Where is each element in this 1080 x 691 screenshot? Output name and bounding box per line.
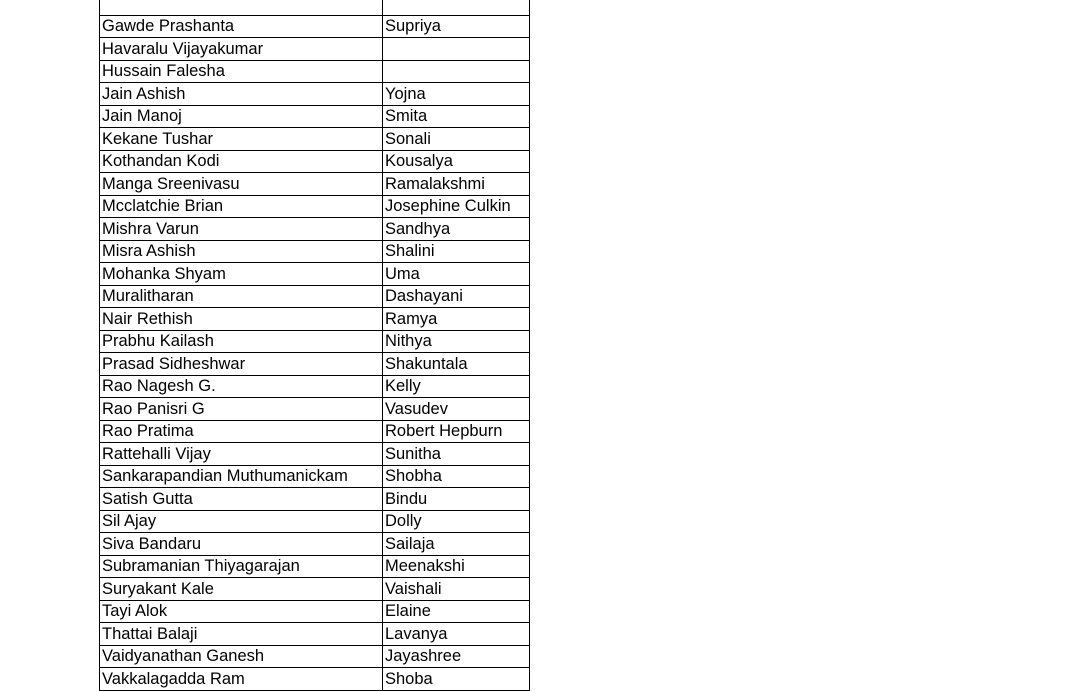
table-row	[100, 38, 530, 61]
spouse-cell: Josephine Culkin	[383, 195, 530, 218]
table-row	[100, 330, 530, 353]
spouse-cell: Shakuntala	[383, 353, 530, 376]
spouse-cell	[383, 0, 530, 15]
name-cell: Mcclatchie Brian	[100, 195, 383, 218]
table-row	[100, 308, 530, 331]
name-cell: Jain Manoj	[100, 105, 383, 128]
spouse-cell: Shalini	[383, 240, 530, 263]
name-cell: Hussain Falesha	[100, 60, 383, 83]
name-cell: Gawde Prashanta	[100, 15, 383, 38]
table-row	[100, 173, 530, 196]
spouse-cell: Lavanya	[383, 623, 530, 646]
spouse-cell: Dashayani	[383, 285, 530, 308]
table-row	[100, 263, 530, 286]
spouse-cell: Supriya	[383, 15, 530, 38]
spouse-cell: Dolly	[383, 510, 530, 533]
table-row	[100, 218, 530, 241]
table-row	[100, 128, 530, 151]
name-cell: Sil Ajay	[100, 510, 383, 533]
name-cell: Suryakant Kale	[100, 578, 383, 601]
spouse-cell: Ramya	[383, 308, 530, 331]
table-row	[100, 465, 530, 488]
table-row	[100, 555, 530, 578]
name-cell: Kothandan Kodi	[100, 150, 383, 173]
spouse-cell: Sandhya	[383, 218, 530, 241]
spouse-cell: Vaishali	[383, 578, 530, 601]
table-row	[100, 645, 530, 668]
name-cell: Thattai Balaji	[100, 623, 383, 646]
name-cell: Rao Pratima	[100, 420, 383, 443]
table-row	[100, 83, 530, 106]
spouse-cell	[383, 38, 530, 61]
table-row	[100, 375, 530, 398]
table-row	[100, 60, 530, 83]
spouse-cell: Nithya	[383, 330, 530, 353]
table-row	[100, 353, 530, 376]
name-cell: Rattehalli Vijay	[100, 443, 383, 466]
name-cell: Manga Sreenivasu	[100, 173, 383, 196]
name-cell: Satish Gutta	[100, 488, 383, 511]
table-row	[100, 15, 530, 38]
name-cell: Muralitharan	[100, 285, 383, 308]
spouse-cell: Elaine	[383, 600, 530, 623]
name-cell: Rao Panisri G	[100, 398, 383, 421]
spouse-cell: Yojna	[383, 83, 530, 106]
name-cell: Subramanian Thiyagarajan	[100, 555, 383, 578]
name-cell: Misra Ashish	[100, 240, 383, 263]
name-cell: Nair Rethish	[100, 308, 383, 331]
spouse-cell: Sunitha	[383, 443, 530, 466]
spouse-cell: Ramalakshmi	[383, 173, 530, 196]
table-row	[100, 285, 530, 308]
spouse-cell: Kousalya	[383, 150, 530, 173]
spouse-cell	[383, 60, 530, 83]
spouse-cell: Uma	[383, 263, 530, 286]
name-cell: Jain Ashish	[100, 83, 383, 106]
name-cell	[100, 0, 383, 15]
name-cell: Sankarapandian Muthumanickam	[100, 465, 383, 488]
name-cell: Rao Nagesh G.	[100, 375, 383, 398]
table-row	[100, 398, 530, 421]
name-cell: Mohanka Shyam	[100, 263, 383, 286]
table-row	[100, 240, 530, 263]
table-row	[100, 533, 530, 556]
name-table-body	[100, 0, 530, 690]
name-table	[99, 0, 530, 691]
name-cell: Vaidyanathan Ganesh	[100, 645, 383, 668]
spouse-cell: Bindu	[383, 488, 530, 511]
spouse-cell: Shobha	[383, 465, 530, 488]
table-row	[100, 0, 530, 15]
name-cell: Prabhu Kailash	[100, 330, 383, 353]
table-row	[100, 420, 530, 443]
name-cell: Kekane Tushar	[100, 128, 383, 151]
spouse-cell: Jayashree	[383, 645, 530, 668]
spouse-cell: Sonali	[383, 128, 530, 151]
table-row	[100, 623, 530, 646]
table-row	[100, 668, 530, 691]
spouse-cell: Vasudev	[383, 398, 530, 421]
name-cell: Havaralu Vijayakumar	[100, 38, 383, 61]
name-cell: Prasad Sidheshwar	[100, 353, 383, 376]
spouse-cell: Kelly	[383, 375, 530, 398]
table-row	[100, 105, 530, 128]
table-row	[100, 150, 530, 173]
table-row	[100, 488, 530, 511]
table-row	[100, 195, 530, 218]
name-cell: Vakkalagadda Ram	[100, 668, 383, 691]
spouse-cell: Shoba	[383, 668, 530, 691]
name-cell: Tayi Alok	[100, 600, 383, 623]
spouse-cell: Smita	[383, 105, 530, 128]
name-cell: Mishra Varun	[100, 218, 383, 241]
table-row	[100, 578, 530, 601]
spouse-cell: Robert Hepburn	[383, 420, 530, 443]
table-row	[100, 443, 530, 466]
spouse-cell: Meenakshi	[383, 555, 530, 578]
table-row	[100, 600, 530, 623]
table-row	[100, 510, 530, 533]
spouse-cell: Sailaja	[383, 533, 530, 556]
name-cell: Siva Bandaru	[100, 533, 383, 556]
